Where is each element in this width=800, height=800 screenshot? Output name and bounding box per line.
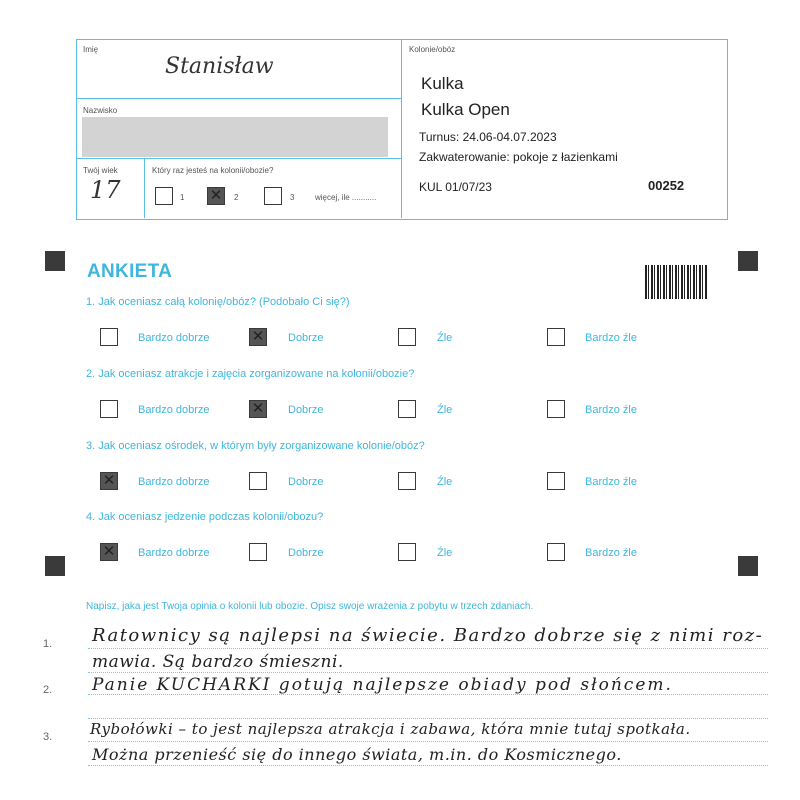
times-option-3: 3: [290, 193, 295, 202]
question-4: 4. Jak oceniasz jedzenie podczas kolonii/obozu?: [86, 511, 324, 523]
writing-line-1b: [88, 672, 768, 673]
q1-option-label-4: Bardzo źle: [585, 332, 637, 344]
age-value: 17: [90, 176, 121, 204]
line-number-2: 2.: [43, 684, 53, 696]
surname-label: Nazwisko: [83, 106, 118, 115]
registration-marker-mid-left: [45, 556, 65, 576]
writing-line-3: [88, 741, 768, 742]
q2-checkbox-2[interactable]: [249, 400, 267, 418]
q2-checkbox-1[interactable]: [100, 400, 118, 418]
line-number-1: 1.: [43, 638, 53, 650]
writing-line-3b: [88, 765, 768, 766]
name-label: Imię: [83, 45, 99, 54]
times-checkbox-2[interactable]: [207, 187, 225, 205]
q3-option-label-1: Bardzo dobrze: [138, 476, 210, 488]
handwriting-line-4: Rybołówki – to jest najlepsza atrakcja i zabawa, która mnie tutaj spotkała.: [90, 720, 691, 738]
q4-checkbox-3[interactable]: [398, 543, 416, 561]
q3-checkbox-3[interactable]: [398, 472, 416, 490]
question-3: 3. Jak oceniasz ośrodek, w którym były zorganizowane kolonie/obóz?: [86, 440, 425, 452]
handwriting-line-1: Ratownicy są najlepsi na świecie. Bardzo dobrze się z nimi roz-: [92, 625, 764, 646]
q1-option-label-3: Źle: [437, 332, 453, 344]
q3-checkbox-4[interactable]: [547, 472, 565, 490]
survey-title: ANKIETA: [87, 261, 173, 282]
writing-line-1: [88, 648, 768, 649]
opinion-prompt: Napisz, jaka jest Twoja opinia o kolonii lub obozie. Opisz swoje wrażenia z pobytu w trzech zdaniach.: [86, 601, 534, 612]
camp-program: Kulka Open: [421, 100, 510, 119]
q1-checkbox-3[interactable]: [398, 328, 416, 346]
question-2: 2. Jak oceniasz atrakcje i zajęcia zorganizowane na kolonii/obozie?: [86, 368, 415, 380]
name-value: Stanisław: [165, 54, 274, 79]
turnus: Turnus: 24.06-04.07.2023: [419, 130, 557, 144]
line-number-3: 3.: [43, 731, 53, 743]
camp-code: KUL 01/07/23: [419, 180, 492, 194]
age-label: Twój wiek: [83, 166, 118, 175]
q4-option-label-1: Bardzo dobrze: [138, 547, 210, 559]
header-divider-h1: [77, 98, 401, 99]
q2-option-label-4: Bardzo źle: [585, 404, 637, 416]
q3-checkbox-1[interactable]: [100, 472, 118, 490]
q2-option-label-3: Źle: [437, 404, 453, 416]
q1-checkbox-4[interactable]: [547, 328, 565, 346]
q2-checkbox-3[interactable]: [398, 400, 416, 418]
times-label: Który raz jesteś na kolonii/obozie?: [152, 166, 274, 175]
q1-checkbox-1[interactable]: [100, 328, 118, 346]
q2-checkbox-4[interactable]: [547, 400, 565, 418]
q3-option-label-4: Bardzo źle: [585, 476, 637, 488]
barcode: [645, 265, 707, 299]
header-divider-age: [144, 159, 145, 218]
handwriting-line-5: Można przenieść się do innego świata, m.in. do Kosmicznego.: [92, 745, 622, 764]
q2-option-label-2: Dobrze: [288, 404, 324, 416]
q1-checkbox-2[interactable]: [249, 328, 267, 346]
q4-option-label-4: Bardzo źle: [585, 547, 637, 559]
handwriting-line-2: mawia. Są bardzo śmieszni.: [92, 652, 344, 672]
registration-marker-top-right: [738, 251, 758, 271]
times-more: więcej, ile ...........: [315, 193, 377, 202]
header-divider-h2: [77, 158, 401, 159]
q4-checkbox-2[interactable]: [249, 543, 267, 561]
times-option-2: 2: [234, 193, 239, 202]
times-option-1: 1: [180, 193, 185, 202]
q2-option-label-1: Bardzo dobrze: [138, 404, 210, 416]
q1-option-label-2: Dobrze: [288, 332, 324, 344]
question-1: 1. Jak oceniasz całą kolonię/obóz? (Podobało Ci się?): [86, 296, 350, 308]
q4-checkbox-4[interactable]: [547, 543, 565, 561]
q4-option-label-2: Dobrze: [288, 547, 324, 559]
camp-name: Kulka: [421, 74, 464, 93]
q3-option-label-2: Dobrze: [288, 476, 324, 488]
header-divider-vertical: [401, 40, 402, 218]
times-checkbox-3[interactable]: [264, 187, 282, 205]
q1-option-label-1: Bardzo dobrze: [138, 332, 210, 344]
q4-checkbox-1[interactable]: [100, 543, 118, 561]
q3-checkbox-2[interactable]: [249, 472, 267, 490]
surname-redaction: [82, 117, 388, 157]
q4-option-label-3: Źle: [437, 547, 453, 559]
registration-marker-top-left: [45, 251, 65, 271]
camp-label: Kolonie/obóz: [409, 45, 456, 54]
handwriting-line-3: Panie KUCHARKI gotują najlepsze obiady pod słońcem.: [92, 675, 673, 695]
registration-marker-mid-right: [738, 556, 758, 576]
q3-option-label-3: Źle: [437, 476, 453, 488]
times-checkbox-1[interactable]: [155, 187, 173, 205]
writing-line-2b: [88, 718, 768, 719]
form-number: 00252: [648, 178, 685, 193]
zakwaterowanie: Zakwaterowanie: pokoje z łazienkami: [419, 150, 618, 164]
